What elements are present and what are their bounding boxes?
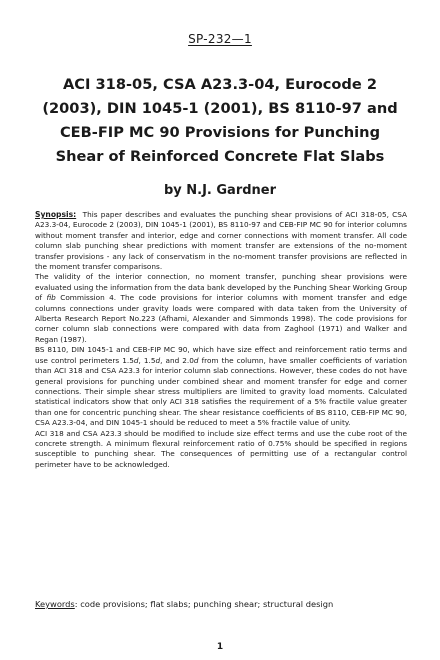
title-line: Shear of Reinforced Concrete Flat Slabs: [55, 148, 385, 165]
keywords-list: : code provisions; flat slabs; punching shear; structural design: [74, 599, 334, 609]
author-byline: by N.J. Gardner: [163, 183, 277, 198]
title-line: ACI 318-05, CSA A23.3-04, Eurocode 2: [63, 76, 377, 93]
title-line: CEB-FIP MC 90 Provisions for Punching: [59, 124, 381, 141]
synopsis-paragraph-1: Synopsis: This paper describes and evaluates the punching shear provisions of ACI 318-05, CSA A23.3-04, Eurocode 2 (2003), DIN 1045-1 (2001), BS 8110-97 and CEB-FIP MC 90 for interior columns without moment transfer and interior, edge and corner connections with moment transfer. All code column slab punching shear predictions with moment transfer are extensions of the no-moment transfer provisions - any lack of conservatism in the no-moment transfer provisions are reflected in the moment transfer comparisons.: [35, 210, 408, 272]
synopsis-label: Synopsis:: [35, 210, 77, 219]
paper-number: SP-232—1: [188, 32, 252, 46]
keywords: [35, 599, 415, 609]
synopsis-paragraph-4: ACI 318 and CSA A23.3 should be modified to include size effect terms and use the cube root of the concrete strength. A minimum flexural reinforcement ratio of 0.75% should be specified in regions susceptible to punching shear. The consequences of permitting use of a rectangular control perimeter have to be acknowledged.: [35, 428, 407, 469]
page-number: 1: [216, 642, 224, 652]
synopsis-paragraph-3: BS 8110, DIN 1045-1 and CEB-FIP MC 90, which have size effect and reinforcement ratio terms and use control perimeters 1.5d, 1.5d, and 2.0d from the column, have smaller coefficients of variation than ACI 318 and CSA A23.3 for interior column slab connections. However, these codes do not have general provisions for punching under combined shear and moment transfer for edge and corner connections. Their simple shear stress multipliers are limited to gravity load moments. Calculated statistical indicators show that only ACI 318 satisfies the requirement of a 5% fractile value greater than one for concentric punching shear. The shear resistance coefficients of BS 8110, CEB-FIP MC 90, CSA A23.3-04, and DIN 1045-1 should be reduced to meet a 5% fractile value of unity.: [35, 345, 408, 428]
synopsis: [35, 210, 407, 470]
paper-title: [18, 73, 422, 169]
keywords-label: Keywords: [35, 599, 75, 609]
title-line: (2003), DIN 1045-1 (2001), BS 8110-97 and: [42, 100, 398, 117]
synopsis-paragraph-2: The validity of the interior connection, no moment transfer, punching shear provisions were evaluated using the information from the data bank developed by the Punching Shear Working Group of fib Commission 4. The code provisions for interior columns with moment transfer and edge columns connections under gravity loads were compared with data taken from the University of Alberta Research Report No.223 (Afhami, Alexander and Simmonds 1998). The code provisions for corner column slab connections were compared with data from Zaghool (1971) and Walker and Regan (1987).: [35, 272, 407, 344]
